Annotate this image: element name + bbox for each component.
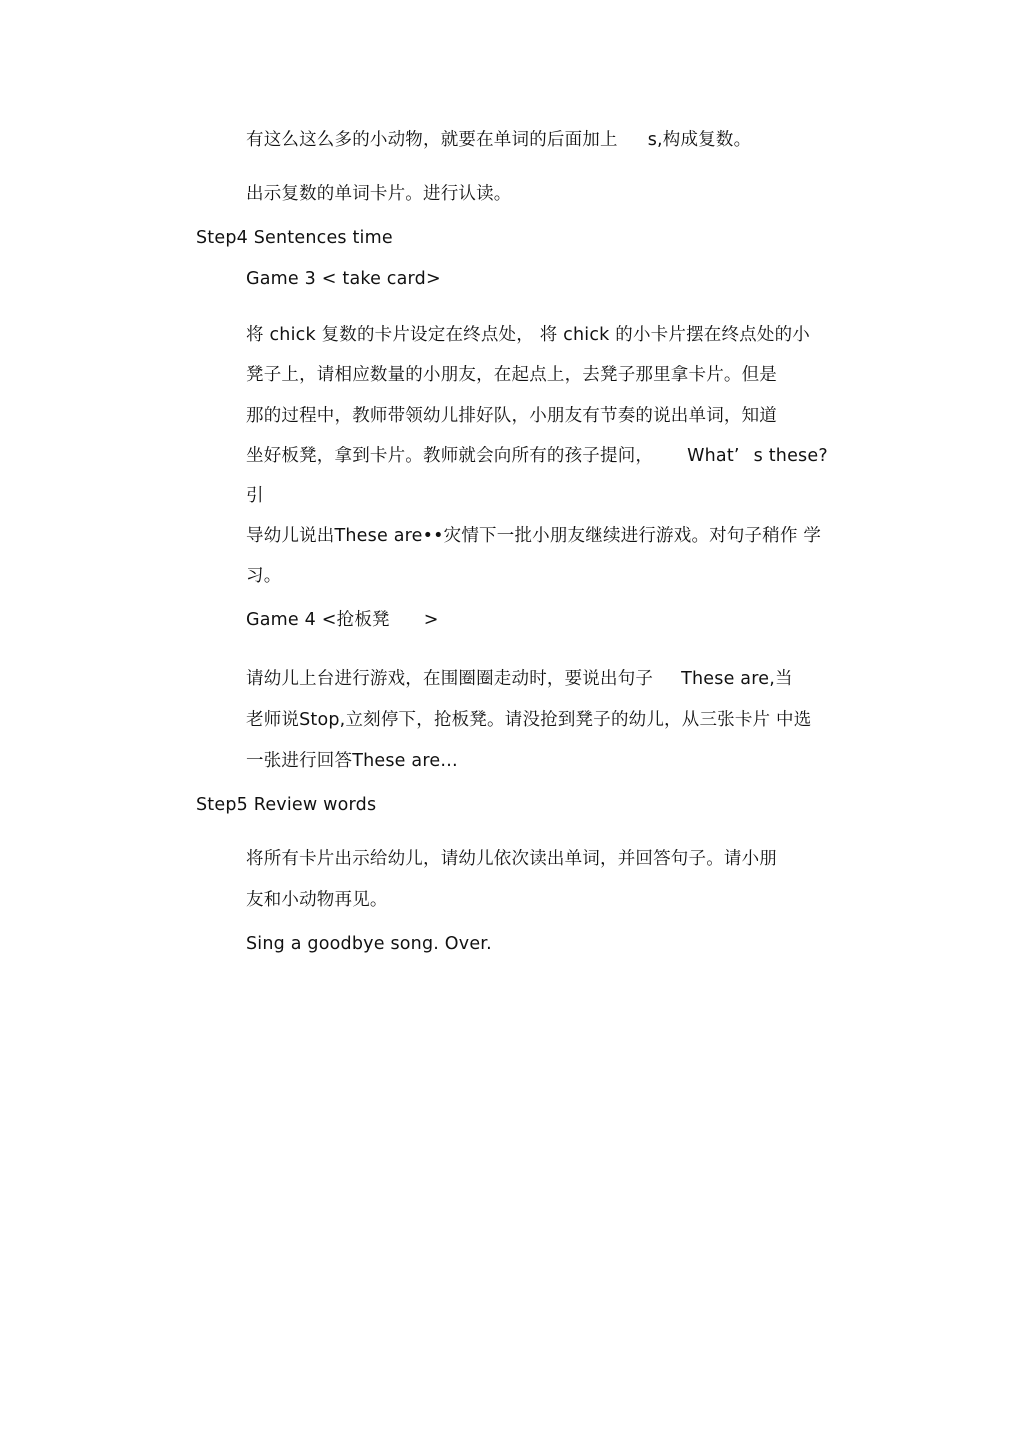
text-segment: 一张进行回答These are…: [246, 751, 458, 771]
paragraph-line: [246, 363, 777, 387]
heading-text: Step4 Sentences time: [196, 228, 393, 248]
paragraph-line: [246, 708, 811, 732]
text-segment: These are,当: [681, 669, 793, 689]
game-heading: [246, 267, 441, 291]
paragraph-line: [246, 182, 512, 206]
text-segment: 凳子上，请相应数量的小朋友，在起点上，去凳子那里拿卡片。但是: [246, 365, 777, 385]
text-segment: Sing a goodbye song. Over.: [246, 934, 492, 954]
paragraph-line: [246, 128, 751, 152]
paragraph-line: [246, 888, 388, 912]
paragraph-line: [246, 847, 777, 871]
text-segment: 习。: [246, 566, 282, 586]
text-segment: 坐好板凳，拿到卡片。教师就会向所有的孩子提问，: [246, 446, 654, 466]
text-segment: 出示复数的单词卡片。进行认读。: [246, 184, 512, 204]
section-heading-step5: [196, 793, 376, 817]
text-segment: 友和小动物再见。: [246, 890, 388, 910]
text-segment: 请幼儿上台进行游戏，在围圈圈走动时，要说出句子: [246, 669, 654, 689]
game-heading: [246, 608, 439, 632]
text-segment: 引: [246, 486, 264, 506]
paragraph-line: [246, 484, 264, 508]
text-segment: 老师说Stop,立刻停下，抢板凳。请没抢到凳子的幼儿，从三张卡片 中选: [246, 710, 812, 730]
paragraph-line: [246, 932, 492, 956]
paragraph-line: [246, 749, 458, 773]
text-segment: 将 chick 复数的卡片设定在终点处， 将 chick 的小卡片摆在终点处的小: [246, 325, 810, 345]
heading-text: Game 4 <抢板凳: [246, 610, 390, 630]
heading-text: Game 3 < take card>: [246, 269, 441, 289]
text-segment: 导幼儿说出These are••灾情下一批小朋友继续进行游戏。对句子稍作 学: [246, 526, 822, 546]
text-segment: 有这么这么多的小动物，就要在单词的后面加上: [246, 130, 618, 150]
paragraph-line: [246, 444, 828, 468]
paragraph-line: [246, 564, 281, 588]
paragraph-line: [246, 667, 793, 691]
heading-text: >: [423, 610, 439, 630]
section-heading-step4: [196, 226, 393, 250]
paragraph-line: [246, 404, 777, 428]
text-segment: 将所有卡片出示给幼儿，请幼儿依次读出单词，并回答句子。请小朋: [246, 849, 777, 869]
text-segment: s these?: [753, 446, 828, 466]
paragraph-line: [246, 323, 810, 347]
text-segment: What’: [687, 446, 740, 466]
heading-text: Step5 Review words: [196, 795, 377, 815]
paragraph-line: [246, 524, 821, 548]
text-segment: s,构成复数。: [647, 130, 752, 150]
text-segment: 那的过程中，教师带领幼儿排好队，小朋友有节奏的说出单词，知道: [246, 406, 777, 426]
